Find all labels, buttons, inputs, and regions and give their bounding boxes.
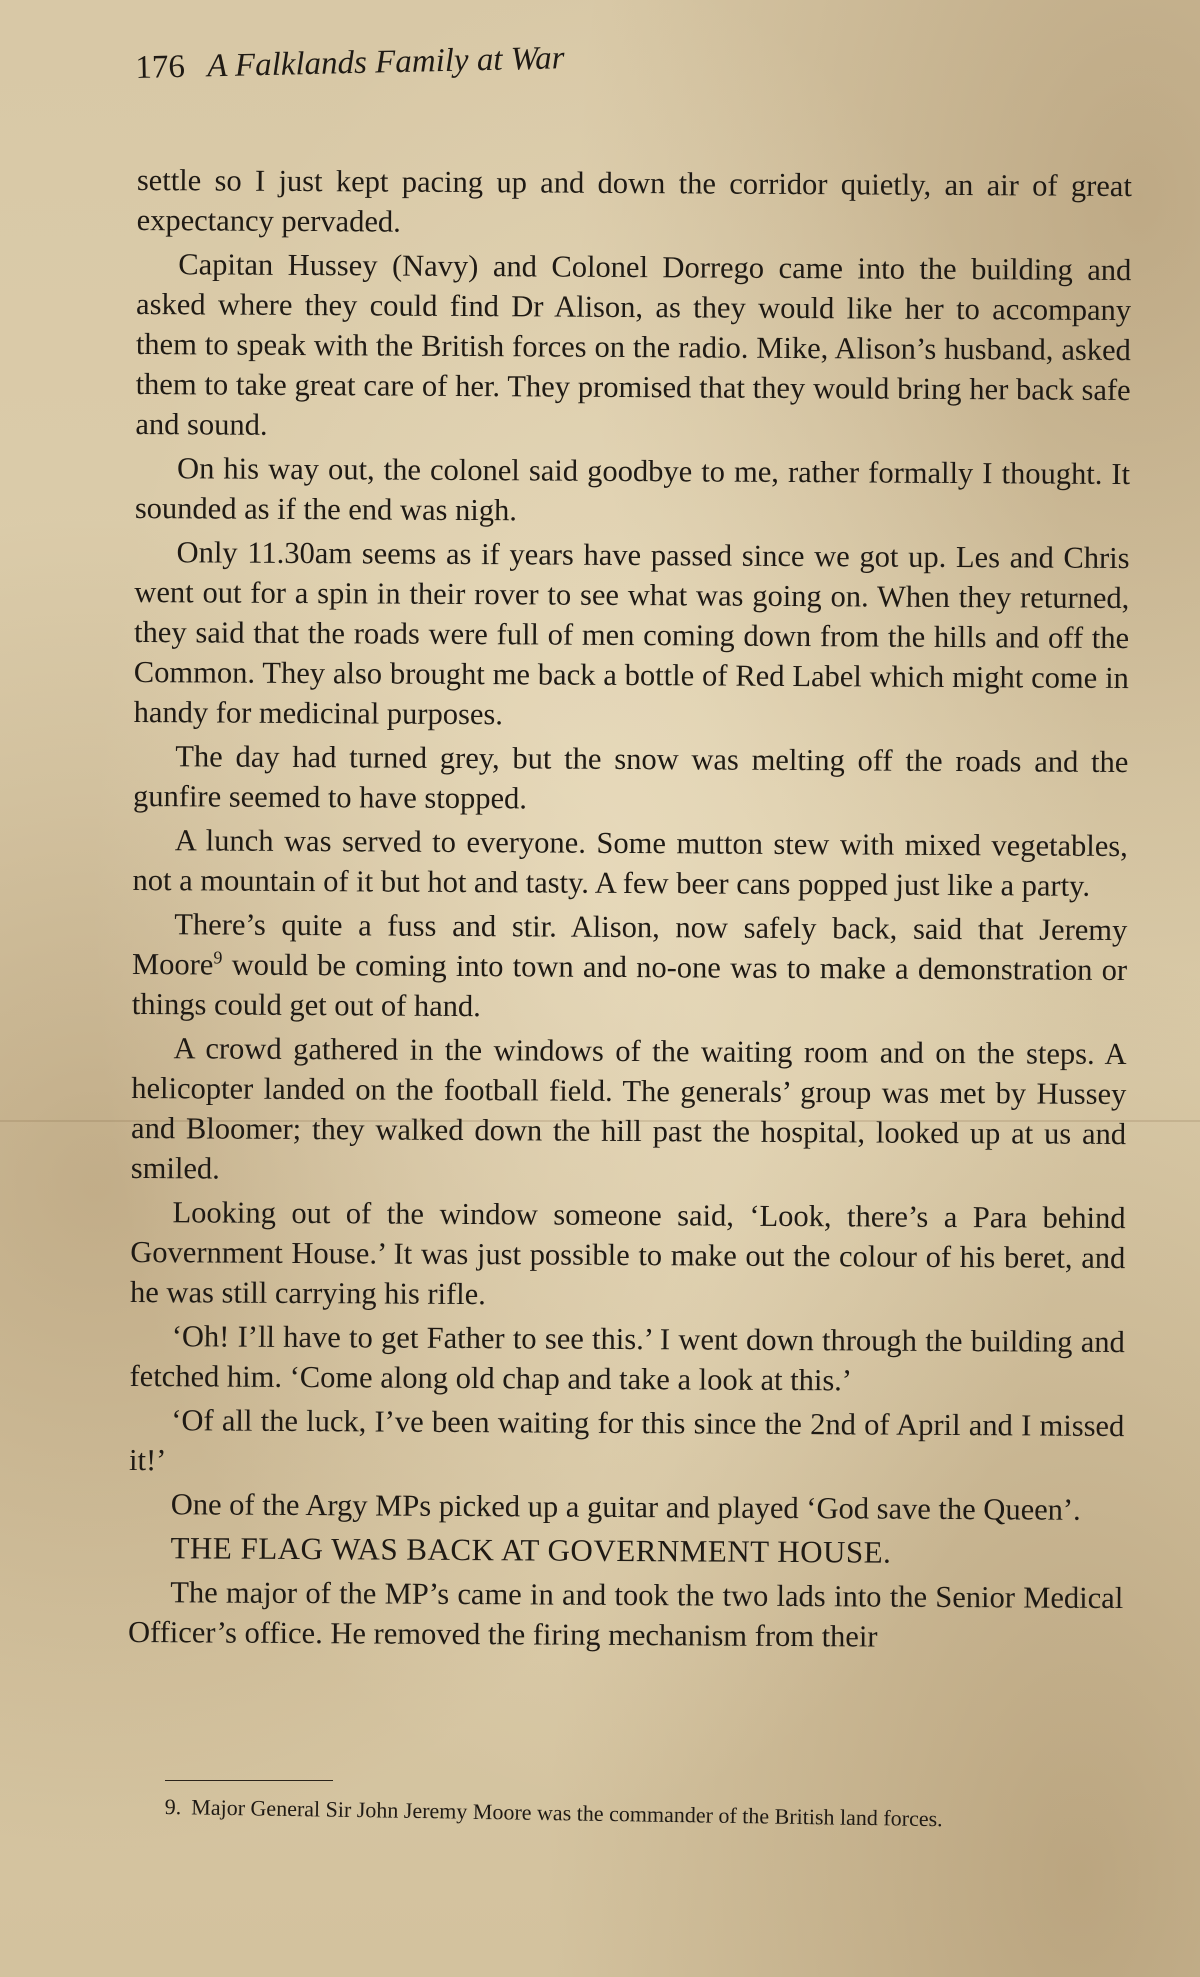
- paragraph-fuss-text-after: would be coming into town and no-one was to make a demonstration or things could get out of hand.: [131, 947, 1128, 1024]
- page-header: [135, 40, 565, 87]
- paragraph-continuation: settle so I just kept pacing up and down the corridor quietly, an air of great expectancy pervaded.: [136, 162, 1132, 239]
- paragraph-colonel-goodbye: On his way out, the colonel said goodbye to me, rather formally I thought. It sounded as if the end was nigh.: [134, 451, 1131, 528]
- paragraph-major-of-mps: The major of the MP’s came in and took the two lads into the Senior Medical Officer’s office. He removed the firing mechanism from their: [127, 1575, 1124, 1654]
- page-number: 176: [135, 48, 186, 86]
- running-title: A Falklands Family at War: [206, 40, 565, 85]
- paragraph-fuss-and-stir: [132, 904, 1128, 1030]
- footnote-number: 9.: [164, 1793, 182, 1820]
- paragraph-get-father: ‘Oh! I’ll have to get Father to see this.’ I went down through the building and fetched him. ‘Come along old chap and take a look at this.’: [129, 1319, 1125, 1398]
- paragraph-only-1130am: Only 11.30am seems as if years have passed since we got up. Les and Chris went out for a spin in their rover to see what was going on. When they returned, they said that the roads were full of men coming down from the hills and off the Common. They also brought me back a bottle of Red Label which might come in handy for medicinal purposes.: [133, 535, 1130, 732]
- paragraph-god-save-the-queen: One of the Argy MPs picked up a guitar and played ‘God save the Queen’.: [170, 1487, 1081, 1527]
- body-text: [128, 160, 1132, 1662]
- footnote: [165, 1793, 1125, 1836]
- footnote-divider: [165, 1780, 333, 1781]
- paragraph-para-behind-government-house: Looking out of the window someone said, ‘Look, there’s a Para behind Government House.’ It was just possible to make out the colour of his beret, and he was still carrying his rifle.: [129, 1195, 1126, 1312]
- footnote-text: Major General Sir John Jeremy Moore was the commander of the British land forces.: [191, 1794, 943, 1832]
- paragraph-lunch-served: A lunch was served to everyone. Some mutton stew with mixed vegetables, not a mountain of it but hot and tasty. A few beer cans popped just like a party.: [132, 823, 1128, 903]
- paragraph-fuss-text-before: There’s quite a fuss and stir. Alison, now safely back, said that Jeremy Moore: [131, 907, 1128, 982]
- paragraph-day-turned-grey: The day had turned grey, but the snow was melting off the roads and the gunfire seemed to have stopped.: [133, 739, 1129, 816]
- paragraph-missed-it: ‘Of all the luck, I’ve been waiting for this since the 2nd of April and I missed it!’: [128, 1403, 1125, 1478]
- paragraph-crowd-gathered: A crowd gathered in the windows of the waiting room and on the steps. A helicopter landed on the football field. The generals’ group was met by Hussey and Bloomer; they walked down the hill past the hospital, looked up at us and smiled.: [130, 1031, 1127, 1186]
- paragraph-flag-back: THE FLAG WAS BACK AT GOVERNMENT HOUSE.: [170, 1530, 892, 1570]
- paragraph-hussey-dorrego: Capitan Hussey (Navy) and Colonel Dorrego came into the building and asked where they could find Dr Alison, as they would like her to accompany them to speak with the British forces on the radio. Mike, Alison’s husband, asked them to take great care of her. They promised that they would bring her back safe and sound.: [135, 247, 1132, 442]
- footnote-reference: 9: [213, 947, 223, 968]
